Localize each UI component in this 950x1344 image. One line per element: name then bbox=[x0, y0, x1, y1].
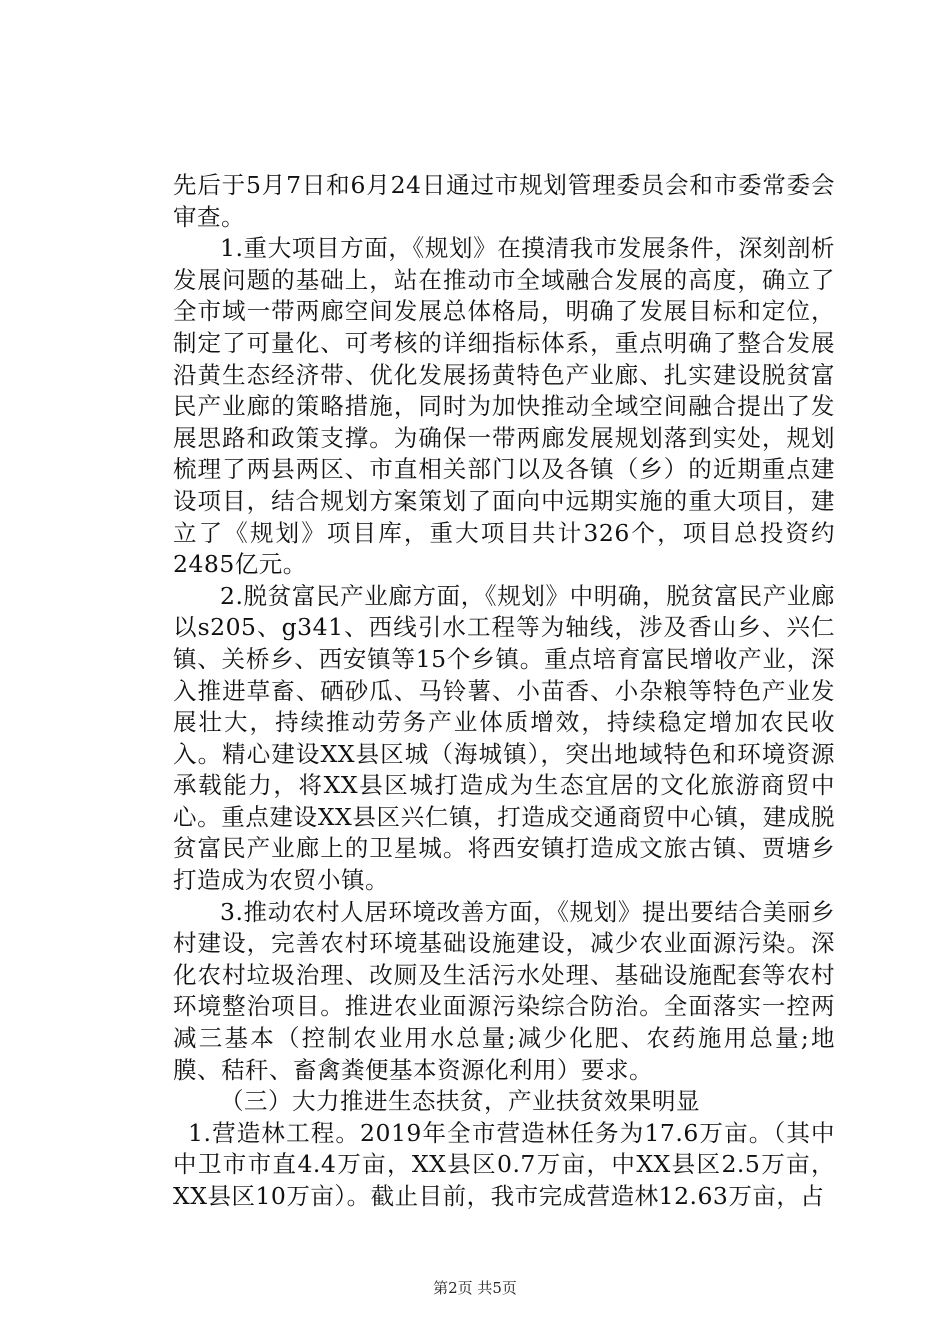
section-heading: （三）大力推进生态扶贫，产业扶贫效果明显 bbox=[220, 1087, 700, 1116]
paragraph-poverty-corridor: 2.脱贫富民产业廊方面，《规划》中明确，脱贫富民产业廊以s205、g341、西线引水工程等为轴线，涉及香山乡、兴仁镇、关桥乡、西安镇等15个乡镇。重点培育富民增收产业，深入推进草畜、硒砂瓜、马铃薯、小苗香、小杂粮等特色产业发展壮大，持续推动劳务产业体质增效，持续稳定增加农民收入。精心建设XX县区城（海城镇），突出地域特色和环境资源承载能力，将XX县区城打造成为生态宜居的文化旅游商贸中心。重点建设XX县区兴仁镇，打造成交通商贸中心镇，建成脱贫富民产业廊上的卫星城。将西安镇打造成文旅古镇、贾塘乡打造成为农贸小镇。 bbox=[173, 581, 835, 895]
paragraph-afforestation: 1.营造林工程。2019年全市营造林任务为17.6万亩。（其中中卫市市直4.4万亩，XX县区0.7万亩，中XX县区2.5万亩，XX县区10万亩）。截止目前，我市完成营造林12.63万亩，占 bbox=[173, 1118, 835, 1210]
paragraph-major-projects: 1.重大项目方面，《规划》在摸清我市发展条件，深刻剖析发展问题的基础上，站在推动市全域融合发展的高度，确立了全市域一带两廊空间发展总体格局，明确了发展目标和定位，制定了可量化、可考核的详细指标体系，重点明确了整合发展沿黄生态经济带、优化发展扬黄特色产业廊、扎实建设脱贫富民产业廊的策略措施，同时为加快推动全域空间融合提出了发展思路和政策支撑。为确保一带两廊发展规划落到实处，规划梳理了两县两区、市直相关部门以及各镇（乡）的近期重点建设项目，结合规划方案策划了面向中远期实施的重大项目，建立了《规划》项目库，重大项目共计326个，项目总投资约2485亿元。 bbox=[173, 234, 835, 579]
body-text bbox=[173, 170, 835, 1213]
page-footer: 第2页 共5页 bbox=[433, 1279, 517, 1297]
paragraph-continuation: 先后于5月7日和6月24日通过市规划管理委员会和市委常委会审查。 bbox=[173, 171, 835, 231]
paragraph-rural-environment: 3.推动农村人居环境改善方面，《规划》提出要结合美丽乡村建设，完善农村环境基础设施建设，减少农业面源污染。深化农村垃圾治理、改厕及生活污水处理、基础设施配套等农村环境整治项目。推进农业面源污染综合防治。全面落实一控两减三基本（控制农业用水总量;减少化肥、农药施用总量;地膜、秸秆、畜禽粪便基本资源化利用）要求。 bbox=[173, 897, 835, 1084]
